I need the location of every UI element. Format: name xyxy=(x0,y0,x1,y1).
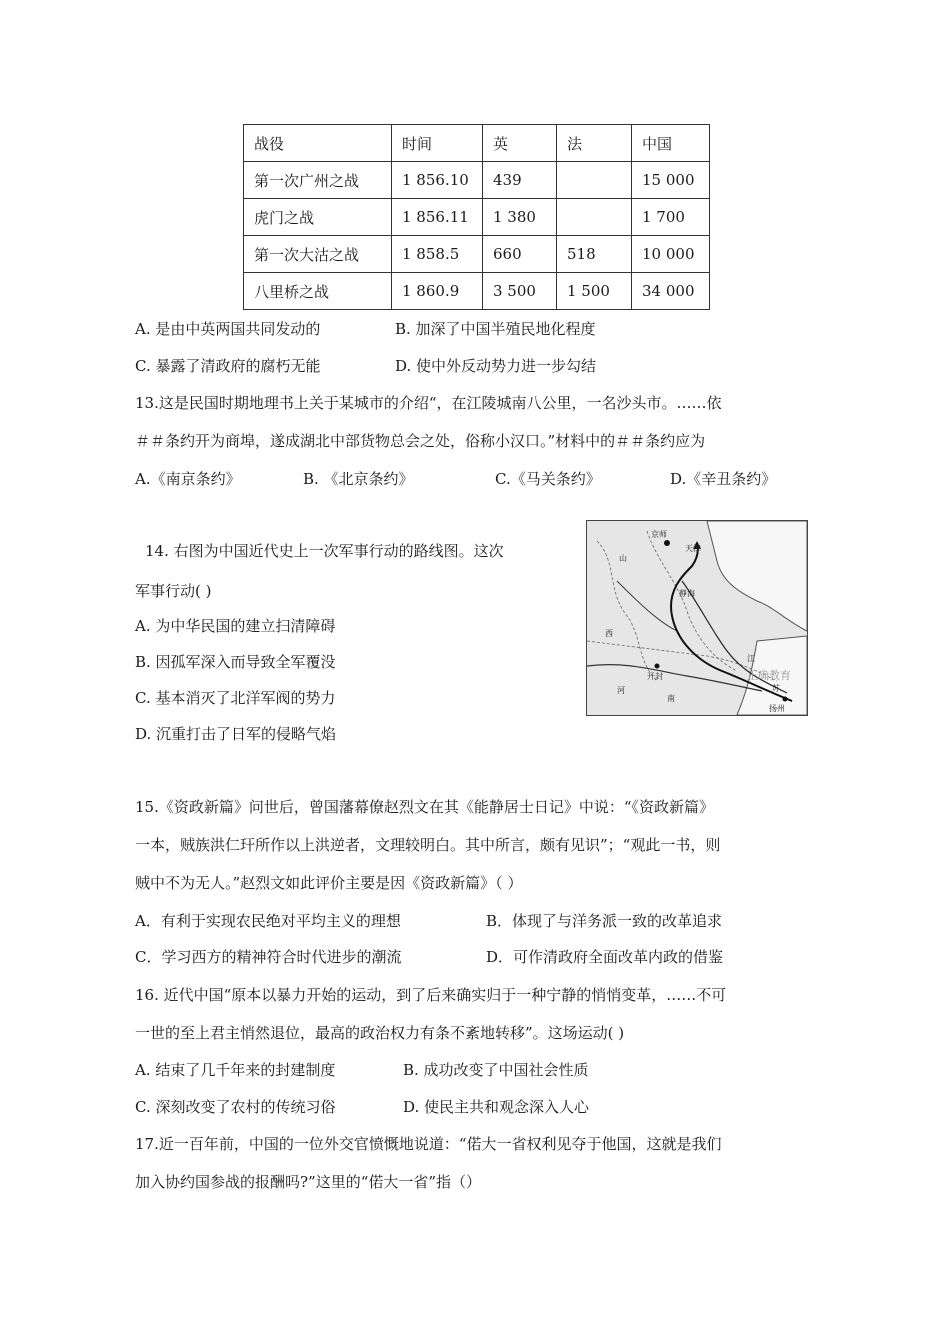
q12-option-a: A. 是由中英两国共同发动的 xyxy=(135,320,321,338)
q14-stem-line1: 14. 右图为中国近代史上一次军事行动的路线图。这次 xyxy=(145,542,504,560)
map-label-he: 河 xyxy=(617,686,625,695)
table-row xyxy=(244,162,710,199)
map-watermark: 正确教育 xyxy=(747,669,791,682)
q12-option-c: C. 暴露了清政府的腐朽无能 xyxy=(135,357,321,375)
table-cell: 439 xyxy=(483,162,557,199)
q15-stem-line2: 一本，贼族洪仁玕所作以上洪逆者，文理较明白。其中所言，颇有见识”；“观此一书，则 xyxy=(135,836,721,854)
q15-stem-line3: 贼中不为无人。”赵烈文如此评价主要是因《资政新篇》（ ） xyxy=(135,874,523,892)
q16-stem-line1: 16. 近代中国“原本以暴力开始的运动，到了后来确实归于一种宁静的悄悄变革，……不可 xyxy=(135,986,727,1004)
table-cell: 1 856.10 xyxy=(392,162,483,199)
table-cell: 1 500 xyxy=(557,273,632,310)
q12-option-d: D. 使中外反动势力进一步勾结 xyxy=(395,357,597,375)
table-cell: 660 xyxy=(483,236,557,273)
route-map-svg xyxy=(587,521,807,715)
table-row xyxy=(244,199,710,236)
table-cell: 1 700 xyxy=(632,199,710,236)
q15-option-a: A．有利于实现农民绝对平均主义的理想 xyxy=(135,912,401,930)
q14-option-b: B. 因孤军深入而导致全军覆没 xyxy=(135,653,336,671)
military-route-map xyxy=(586,520,808,716)
table-cell: 第一次广州之战 xyxy=(244,162,392,199)
map-label-yangzhou: 扬州 xyxy=(769,704,785,713)
q13-option-c: C.《马关条约》 xyxy=(495,470,601,488)
header-cell: 战役 xyxy=(244,125,392,162)
header-cell: 时间 xyxy=(392,125,483,162)
q16-option-b: B. 成功改变了中国社会性质 xyxy=(403,1061,589,1079)
map-label-jinghai: 静海 xyxy=(679,589,695,598)
table-cell: 1 856.11 xyxy=(392,199,483,236)
q12-option-b: B. 加深了中国半殖民地化程度 xyxy=(395,320,596,338)
q17-stem-line2: 加入协约国参战的报酬吗?”这里的“偌大一省”指（） xyxy=(135,1173,482,1191)
header-cell: 英 xyxy=(483,125,557,162)
q15-option-c: C．学习西方的精神符合时代进步的潮流 xyxy=(135,948,402,966)
map-label-jiang: 江 xyxy=(747,654,755,663)
table-cell: 八里桥之战 xyxy=(244,273,392,310)
q13-option-a: A.《南京条约》 xyxy=(135,470,241,488)
table-cell: 1 858.5 xyxy=(392,236,483,273)
q14-option-d: D. 沉重打击了日军的侵略气焰 xyxy=(135,725,337,743)
header-cell: 法 xyxy=(557,125,632,162)
q14-option-c: C. 基本消灭了北洋军阀的势力 xyxy=(135,689,336,707)
q17-stem-line1: 17.近一百年前，中国的一位外交官愤慨地说道：“偌大一省权利见夺于他国，这就是我们 xyxy=(135,1135,722,1153)
table-header-row xyxy=(244,125,710,162)
map-label-shan: 山 xyxy=(619,554,627,563)
q13-option-d: D.《辛丑条约》 xyxy=(670,470,777,488)
map-label-nan: 南 xyxy=(667,694,675,703)
q14-stem-line2: 军事行动( ) xyxy=(135,582,212,600)
q15-option-d: D．可作清政府全面改革内政的借鉴 xyxy=(486,948,724,966)
battle-table xyxy=(243,124,710,310)
q16-option-c: C. 深刻改变了农村的传统习俗 xyxy=(135,1098,336,1116)
q16-stem-line2: 一世的至上君主悄然退位，最高的政治权力有条不紊地转移”。这场运动( ) xyxy=(135,1024,625,1042)
q14-option-a: A. 为中华民国的建立扫清障碍 xyxy=(135,617,336,635)
q15-option-b: B．体现了与洋务派一致的改革追求 xyxy=(486,912,723,930)
q13-stem-line1: 13.这是民国时期地理书上关于某城市的介绍“，在江陵城南八公里，一名沙头市。……依 xyxy=(135,394,722,412)
table-cell xyxy=(557,199,632,236)
table-row xyxy=(244,273,710,310)
q16-option-a: A. 结束了几千年来的封建制度 xyxy=(135,1061,336,1079)
q13-option-b: B. 《北京条约》 xyxy=(303,470,414,488)
table-cell: 3 500 xyxy=(483,273,557,310)
table-cell: 518 xyxy=(557,236,632,273)
map-label-xi: 西 xyxy=(605,629,613,638)
table-row xyxy=(244,236,710,273)
table-cell: 10 000 xyxy=(632,236,710,273)
map-label-su: 苏 xyxy=(772,684,780,693)
q13-stem-line2: ＃＃条约开为商埠，遂成湖北中部货物总会之处，俗称小汉口。”材料中的＃＃条约应为 xyxy=(135,432,706,450)
header-cell: 中国 xyxy=(632,125,710,162)
table-cell xyxy=(557,162,632,199)
q16-option-d: D. 使民主共和观念深入人心 xyxy=(403,1098,590,1116)
map-label-kaifeng: 开封 xyxy=(647,672,663,681)
table-cell: 15 000 xyxy=(632,162,710,199)
q15-stem-line1: 15.《资政新篇》问世后，曾国藩幕僚赵烈文在其《能静居士日记》中说：“《资政新篇》 xyxy=(135,798,715,816)
table-cell: 虎门之战 xyxy=(244,199,392,236)
table-cell: 第一次大沽之战 xyxy=(244,236,392,273)
map-label-tianjin: 天津 xyxy=(685,544,701,553)
map-label-capital: 京师 xyxy=(651,530,667,539)
table-cell: 1 860.9 xyxy=(392,273,483,310)
table-cell: 1 380 xyxy=(483,199,557,236)
table-cell: 34 000 xyxy=(632,273,710,310)
